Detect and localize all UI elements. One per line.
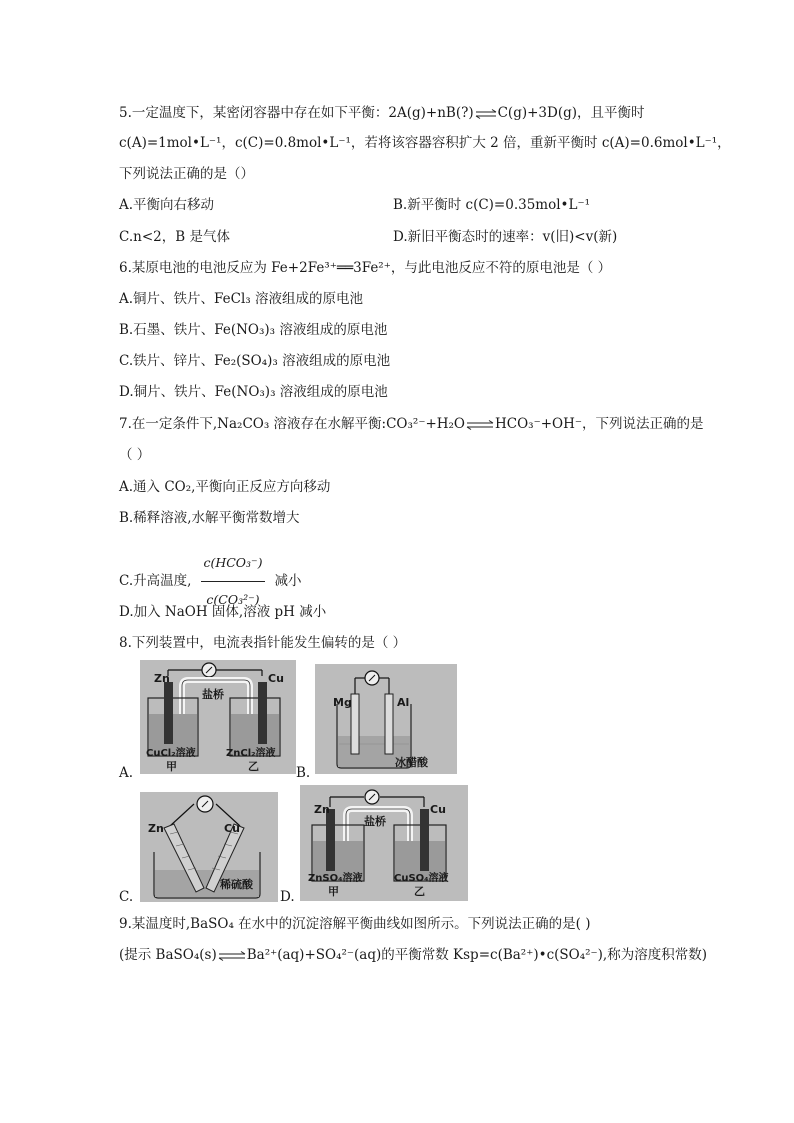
cu-electrode [420, 809, 429, 871]
figure-a-right-solution: ZnCl₂溶液 [226, 748, 276, 759]
q9-hint-part2: Ba²⁺(aq)+SO₄²⁻(aq)的平衡常数 Ksp=c(Ba²⁺)•c(SO₄²⁻),称为溶度积常数) [246, 947, 707, 963]
q6-option-a[interactable]: A.铜片、铁片、FeCl₃ 溶液组成的原电池 [119, 291, 364, 307]
q9-stem-line2 [119, 946, 707, 964]
q5-stem-line2: c(A)=1mol•L⁻¹，c(C)=0.8mol•L⁻¹，若将该容器容积扩大 2 倍，重新平衡时 c(A)=0.6mol•L⁻¹， [119, 135, 731, 151]
equilibrium-arrow-icon [466, 420, 494, 430]
q9-stem-line1: 9.某温度时,BaSO₄ 在水中的沉淀溶解平衡曲线如图所示。下列说法正确的是( ) [119, 916, 591, 932]
figure-d-left-name: 甲 [328, 885, 339, 898]
q7-option-a[interactable]: A.通入 CO₂,平衡向正反应方向移动 [119, 479, 331, 495]
figure-c-cu-label: Cu [224, 822, 240, 835]
q8-option-c-label[interactable]: C. [119, 889, 134, 905]
q5-option-a[interactable]: A.平衡向右移动 [119, 197, 215, 213]
figure-b-acetic-acid-cell[interactable] [315, 664, 457, 774]
q6-option-c[interactable]: C.铁片、锌片、Fe₂(SO₄)₃ 溶液组成的原电池 [119, 353, 391, 369]
q7-stem-line2: （ ） [119, 447, 151, 463]
figure-d-right-solution: CuSO₄溶液 [394, 873, 449, 884]
figure-d-salt-bridge-cell[interactable] [300, 785, 468, 901]
figure-a-cu-label: Cu [268, 672, 284, 685]
q8-option-d-label[interactable]: D. [280, 889, 295, 905]
q5-stem-part1: 5.一定温度下，某密闭容器中存在如下平衡：2A(g)+nB(?) [119, 105, 474, 121]
figure-c-zn-label: Zn [148, 822, 164, 835]
figure-d-cu-label: Cu [430, 803, 446, 816]
figure-c-solution-label: 稀硫酸 [220, 878, 253, 891]
q7-fraction-numerator: c(HCO₃⁻) [201, 546, 264, 582]
q5-stem-line3: 下列说法正确的是（） [119, 166, 254, 182]
figure-d-right-name: 乙 [414, 885, 425, 898]
q5-option-d[interactable]: D.新旧平衡态时的速率：v(旧)<v(新) [393, 229, 618, 245]
figure-a-zn-label: Zn [154, 672, 170, 685]
q5-stem-line1 [119, 104, 645, 122]
figure-a-salt-bridge-label: 盐桥 [202, 688, 224, 701]
q7-option-b[interactable]: B.稀释溶液,水解平衡常数增大 [119, 510, 300, 526]
q6-option-d[interactable]: D.铜片、铁片、Fe(NO₃)₃ 溶液组成的原电池 [119, 384, 388, 400]
figure-b-mg-label: Mg [333, 696, 352, 709]
q7-stem-part2: HCO₃⁻+OH⁻，下列说法正确的是 [495, 416, 704, 432]
figure-c-v-shaped-cell[interactable] [140, 792, 278, 902]
q8-option-a-label[interactable]: A. [119, 765, 134, 781]
q7-option-d[interactable]: D.加入 NaOH 固体,溶液 pH 减小 [119, 604, 327, 620]
equilibrium-arrow-icon [475, 109, 497, 119]
figure-d-left-solution: ZnSO₄溶液 [308, 873, 363, 884]
figure-a-salt-bridge-cell[interactable] [140, 660, 296, 774]
q9-hint-part1: (提示 BaSO₄(s) [119, 947, 217, 963]
equilibrium-arrow-icon [218, 951, 246, 961]
q7-stem-line1 [119, 415, 704, 433]
figure-b-al-label: Al [397, 696, 410, 709]
figure-d-zn-label: Zn [314, 803, 330, 816]
cu-electrode [258, 682, 267, 744]
q6-option-b[interactable]: B.石墨、铁片、Fe(NO₃)₃ 溶液组成的原电池 [119, 322, 388, 338]
figure-d-salt-bridge-label: 盐桥 [364, 815, 386, 828]
q5-option-b[interactable]: B.新平衡时 c(C)=0.35mol•L⁻¹ [393, 197, 591, 213]
zn-electrode [164, 682, 173, 744]
q7-option-c-suffix: 减小 [274, 573, 302, 589]
q6-stem: 6.某原电池的电池反应为 Fe+2Fe³⁺══3Fe²⁺，与此电池反应不符的原电池是（ ） [119, 260, 612, 276]
zn-electrode [326, 809, 335, 871]
q5-stem-part2: C(g)+3D(g)，且平衡时 [497, 105, 645, 121]
figure-a-left-solution: CuCl₂溶液 [146, 748, 196, 759]
figure-a-left-name: 甲 [166, 760, 177, 773]
q7-fraction-denominator: c(CO₃²⁻) [206, 592, 260, 607]
q7-option-c-prefix: C.升高温度, [119, 573, 192, 589]
q8-stem: 8.下列装置中，电流表指针能发生偏转的是（ ） [119, 635, 407, 651]
q7-stem-part1: 7.在一定条件下,Na₂CO₃ 溶液存在水解平衡:CO₃²⁻+H₂O [119, 416, 466, 432]
figure-b-solution-label: 冰醋酸 [395, 756, 428, 769]
figure-a-right-name: 乙 [248, 760, 259, 773]
q5-option-c[interactable]: C.n<2，B 是气体 [119, 229, 230, 245]
q8-option-b-label[interactable]: B. [296, 765, 311, 781]
